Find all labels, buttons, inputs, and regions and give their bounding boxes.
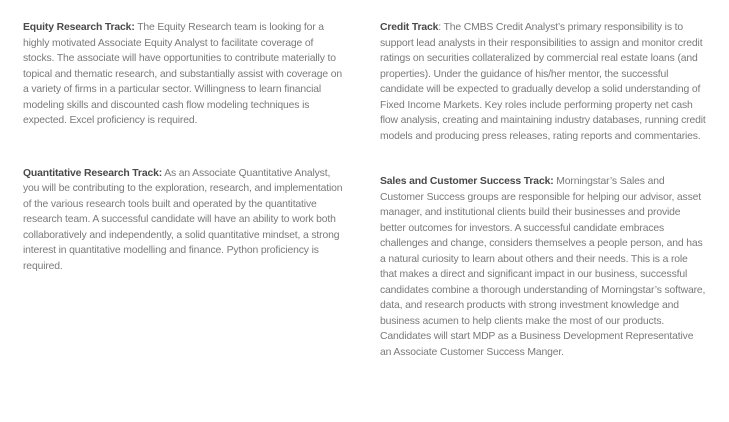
left-column — [23, 20, 345, 274]
equity-research-track-body: The Equity Research team is looking for a highly motivated Associate Equity Analyst to facilitate coverage of stocks. The associate will have opportunities to contribute materially to topical and thematic research, and substantially assist with coverage on a variety of firms in a particular sector. Willingness to learn financial modeling skills and discounted cash flow modeling techniques is expected. Excel proficiency is required. — [23, 22, 342, 126]
sales-customer-success-track — [380, 174, 706, 360]
right-column — [380, 20, 706, 360]
sales-customer-success-track-title: Sales and Customer Success Track: — [380, 176, 554, 187]
quantitative-research-track-body: As an Associate Quantitative Analyst, you will be contributing to the exploration, research, and implementation of the various research tools built and operated by the quantitative research team. A successful candidate will have an ability to work both collaboratively and independently, a solid quantitative mindset, a strong interest in quantitative modelling and finance. Python proficiency is required. — [23, 167, 343, 272]
equity-research-track — [23, 20, 345, 129]
quantitative-research-track-title: Quantitative Research Track: — [23, 167, 163, 179]
equity-research-track-title: Equity Research Track: — [23, 22, 135, 33]
spacer — [380, 144, 706, 174]
credit-track-title: Credit Track — [380, 22, 439, 33]
credit-track-body: : The CMBS Credit Analyst’s primary responsibility is to support lead analysts in their responsibilities to assign and monitor credit ratings on securities collateralized by commercial real estate loans (and properties). Under the guidance of his/her mentor, the successful candidate will be expected to gradually develop a solid understanding of Fixed Income Markets. Key roles include performing property net cash flow analysis, creating and maintaining industry databases, running credit models and producing press releases, rating reports and commentaries. — [380, 22, 706, 142]
sales-customer-success-track-body: Morningstar’s Sales and Customer Success groups are responsible for helping our advisor, asset manager, and institutional clients build their businesses and provide better outcomes for investors. A successful candidate embraces challenges and change, considers themselves a people person, and has a natural curiosity to learn about others and their needs. This is a role that makes a direct and significant impact in our business, successful candidates combine a thorough understanding of Morningstar’s software, data, and research products with strong investment knowledge and business acumen to help clients make the most of our products. Candidates will start MDP as a Business Development Representative an Associate Customer Success Manger. — [380, 176, 706, 358]
spacer — [23, 129, 345, 166]
credit-track — [380, 20, 706, 144]
quantitative-research-track — [23, 166, 345, 275]
